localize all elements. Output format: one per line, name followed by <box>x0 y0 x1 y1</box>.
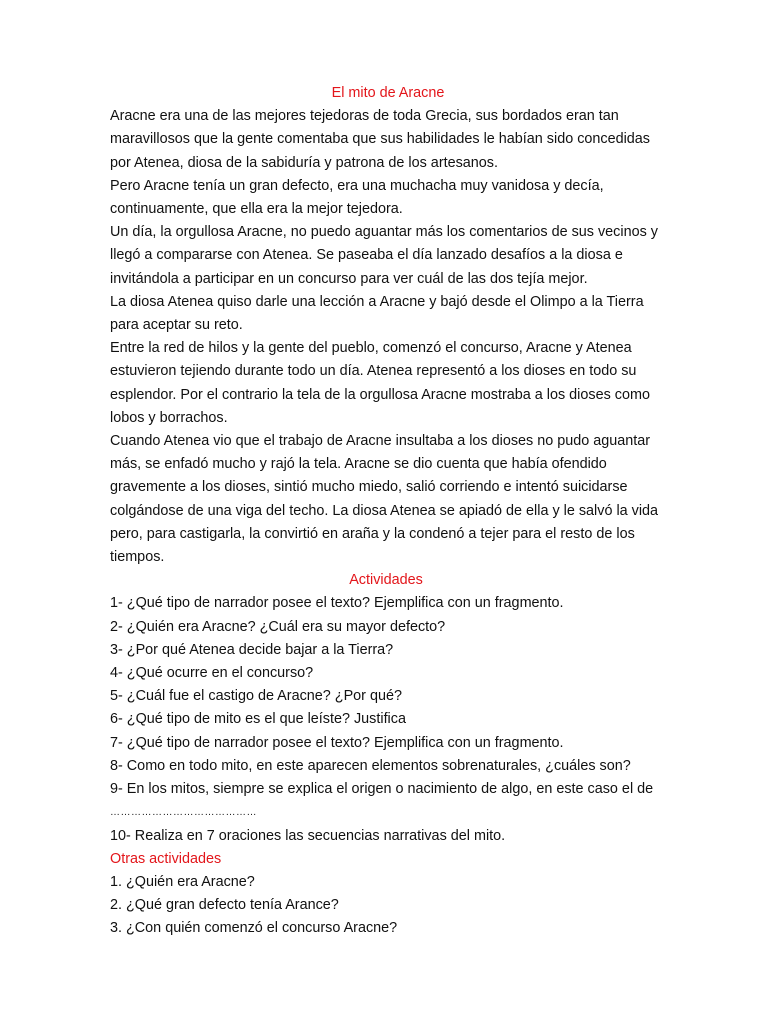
activity-item: 7- ¿Qué tipo de narrador posee el texto? Ejemplifica con un fragmento. <box>110 734 564 751</box>
story-line: por Atenea, diosa de la sabiduría y patrona de los artesanos. <box>110 154 499 171</box>
answer-blank: …………………………………… <box>110 807 257 819</box>
story-line: más, se enfadó mucho y rajó la tela. Aracne se dio cuenta que había ofendido <box>110 456 607 473</box>
story-line: gravemente a los dioses, sintió mucho miedo, salió corriendo e intentó suicidarse <box>110 479 628 496</box>
other-activities-list <box>110 871 660 941</box>
activity-item: 10- Realiza en 7 oraciones las secuencias narrativas del mito. <box>110 827 506 844</box>
document-title: El mito de Aracne <box>331 85 445 101</box>
story-line: pero, para castigarla, la convirtió en araña y la condenó a tejer para el resto de los <box>110 525 635 542</box>
story-line: para aceptar su reto. <box>110 317 243 334</box>
activity-item: 4- ¿Qué ocurre en el concurso? <box>110 665 314 682</box>
activities-heading: Actividades <box>349 572 423 589</box>
story-line: Aracne era una de las mejores tejedoras de toda Grecia, sus bordados eran tan <box>110 108 619 125</box>
story-line: Pero Aracne tenía un gran defecto, era una muchacha muy vanidosa y decía, <box>110 177 604 194</box>
story-line: estuvieron tejiendo durante todo un día. Atenea representó a los dioses en todo su <box>110 363 637 380</box>
story-line: colgándose de una viga del techo. La diosa Atenea se apiadó de ella y le salvó la vida <box>110 502 659 519</box>
story-line: Entre la red de hilos y la gente del pueblo, comenzó el concurso, Aracne y Atenea <box>110 340 632 357</box>
activity-item: 9- En los mitos, siempre se explica el origen o nacimiento de algo, en este caso el de <box>110 781 654 798</box>
activity-item: 3- ¿Por qué Atenea decide bajar a la Tierra? <box>110 641 394 658</box>
story-text <box>110 105 660 569</box>
activity-item: 8- Como en todo mito, en este aparecen elementos sobrenaturales, ¿cuáles son? <box>110 757 631 774</box>
other-activity-item: 1. ¿Quién era Aracne? <box>110 873 255 890</box>
other-activities-heading: Otras actividades <box>110 850 222 867</box>
other-activity-item: 3. ¿Con quién comenzó el concurso Aracne? <box>110 920 398 937</box>
story-line: llegó a compararse con Atenea. Se paseaba el día lanzado desafíos a la diosa e <box>110 247 623 264</box>
story-line: tiempos. <box>110 549 165 566</box>
other-activity-item: 2. ¿Qué gran defecto tenía Arance? <box>110 897 339 914</box>
story-line: Un día, la orgullosa Aracne, no puedo aguantar más los comentarios de sus vecinos y <box>110 224 658 241</box>
activity-item: 6- ¿Qué tipo de mito es el que leíste? Justifica <box>110 711 406 728</box>
activity-item: 1- ¿Qué tipo de narrador posee el texto? Ejemplifica con un fragmento. <box>110 595 564 612</box>
story-line: continuamente, que ella era la mejor tejedora. <box>110 201 403 218</box>
worksheet-content <box>110 82 660 941</box>
story-line: maravillosos que la gente comentaba que sus habilidades le habían sido concedidas <box>110 131 651 148</box>
story-line: Cuando Atenea vio que el trabajo de Aracne insultaba a los dioses no pudo aguantar <box>110 433 651 450</box>
activity-item: 5- ¿Cuál fue el castigo de Aracne? ¿Por qué? <box>110 688 402 705</box>
story-line: La diosa Atenea quiso darle una lección a Aracne y bajó desde el Olimpo a la Tierra <box>110 293 644 310</box>
story-line: invitándola a participar en un concurso para ver cuál de las dos tejía mejor. <box>110 270 588 287</box>
story-line: lobos y borrachos. <box>110 409 228 426</box>
activity-item: 2- ¿Quién era Aracne? ¿Cuál era su mayor defecto? <box>110 618 446 635</box>
activities-list <box>110 592 660 847</box>
story-line: esplendor. Por el contrario la tela de la orgullosa Aracne mostraba a los dioses como <box>110 386 650 403</box>
